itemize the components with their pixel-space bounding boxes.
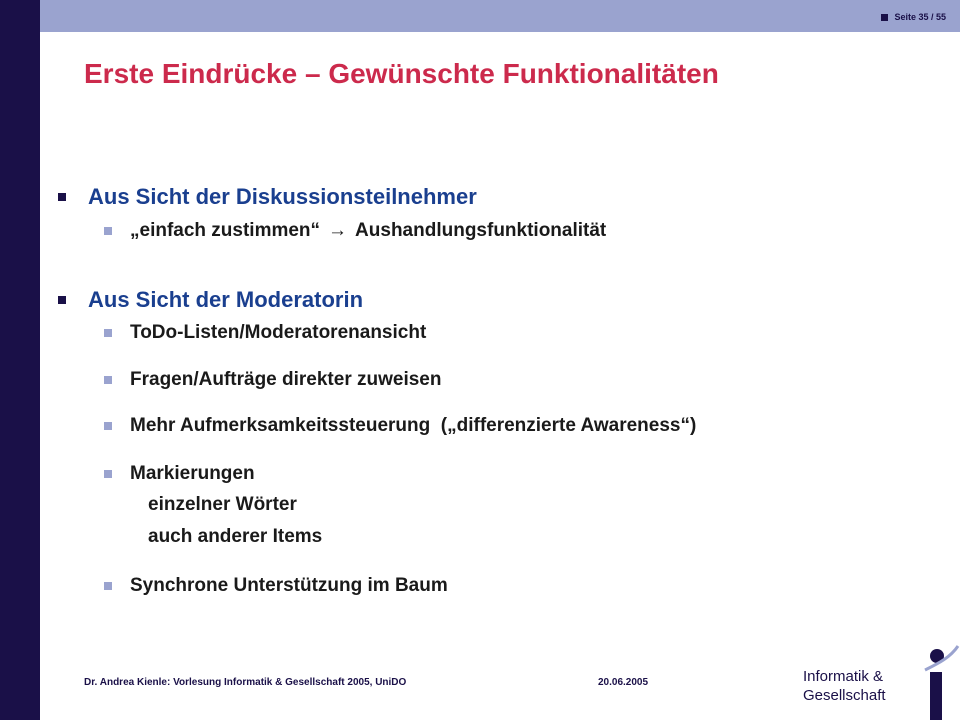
list-item-label: Markierungen <box>130 463 255 484</box>
bullet-icon <box>104 422 112 430</box>
page-indicator <box>881 12 946 22</box>
square-icon <box>881 14 888 21</box>
list-item-label: Synchrone Unterstützung im Baum <box>130 575 448 596</box>
section-heading-label: Aus Sicht der Moderatorin <box>88 287 364 312</box>
list-item-label: Mehr Aufmerksamkeitssteuerung („differenzierte Awareness“) <box>130 415 697 436</box>
list-item-sync <box>104 575 448 597</box>
list-item-assign <box>104 369 441 391</box>
list-item-attention <box>104 415 696 437</box>
sub-item-items: auch anderer Items <box>148 526 323 547</box>
bullet-icon <box>104 227 112 235</box>
footer-author: Dr. Andrea Kienle: Vorlesung Informatik & Gesellschaft 2005, UniDO <box>84 677 407 688</box>
top-bar <box>0 0 960 32</box>
bullet-icon <box>58 193 66 201</box>
section-heading-participants <box>58 184 477 210</box>
sub-item-words: einzelner Wörter <box>148 494 297 515</box>
bullet-icon <box>104 582 112 590</box>
bullet-icon <box>58 296 66 304</box>
list-item-markings <box>104 463 255 485</box>
brand-text <box>803 667 886 705</box>
list-item-label: Fragen/Aufträge direkter zuweisen <box>130 369 442 390</box>
bullet-icon <box>104 329 112 337</box>
bullet-icon <box>104 376 112 384</box>
section-heading-label: Aus Sicht der Diskussionsteilnehmer <box>88 184 477 209</box>
list-item-label: ToDo-Listen/Moderatorenansicht <box>130 322 427 343</box>
brand-line-1: Informatik & <box>803 668 884 685</box>
bullet-icon <box>104 470 112 478</box>
list-item-post: Aushandlungsfunktionalität <box>355 220 607 241</box>
list-item-pre: „einfach zustimmen“ <box>130 220 321 241</box>
arrow-right-icon: → <box>328 220 348 241</box>
brand-line-2: Gesellschaft <box>803 687 886 704</box>
logo-icon <box>915 640 960 720</box>
list-item-agree <box>104 220 606 242</box>
list-item-todo <box>104 322 426 344</box>
page-number: Seite 35 / 55 <box>894 12 946 22</box>
slide-title: Erste Eindrücke – Gewünschte Funktionalitäten <box>84 58 719 89</box>
left-bar <box>0 0 40 720</box>
footer-date: 20.06.2005 <box>598 677 649 688</box>
section-heading-moderator <box>58 287 363 313</box>
